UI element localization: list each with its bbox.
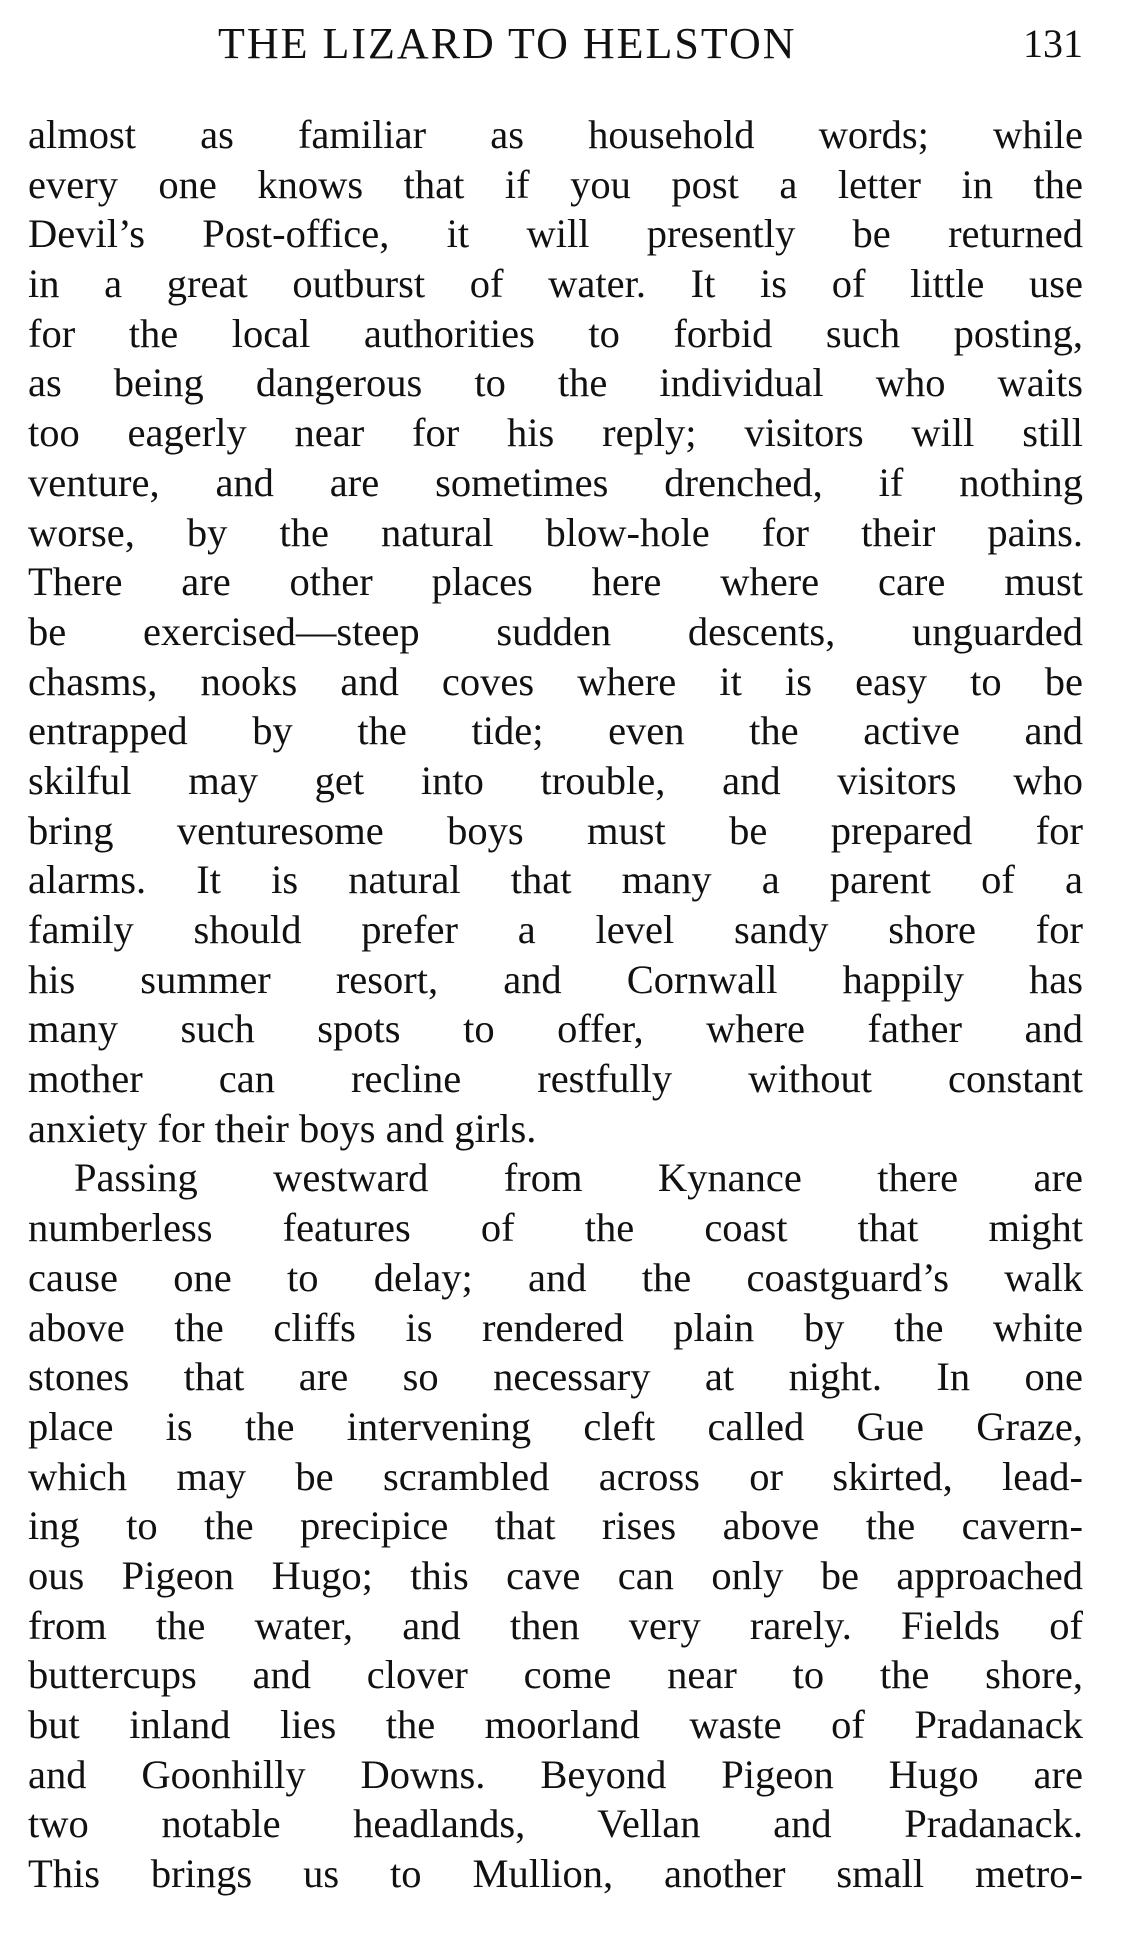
text-line: cause one to delay; and the coastguard’s walk bbox=[28, 1254, 1083, 1300]
text-line: entrapped by the tide; even the active and bbox=[28, 708, 1083, 754]
text-line: chasms, nooks and coves where it is easy to be bbox=[28, 658, 1083, 704]
text-line: skilful may get into trouble, and visitors who bbox=[28, 757, 1083, 803]
text-line: This brings us to Mullion, another small metro- bbox=[28, 1851, 1083, 1897]
paragraph bbox=[28, 1153, 1083, 1898]
text-line: venture, and are sometimes drenched, if nothing bbox=[28, 459, 1083, 505]
text-line: buttercups and clover come near to the shore, bbox=[28, 1652, 1083, 1698]
text-line: anxiety for their boys and girls. bbox=[28, 1105, 537, 1151]
text-line: and Goonhilly Downs. Beyond Pigeon Hugo are bbox=[28, 1751, 1083, 1797]
text-line: too eagerly near for his reply; visitors will still bbox=[28, 410, 1083, 456]
text-line: his summer resort, and Cornwall happily has bbox=[28, 956, 1083, 1002]
text-line: from the water, and then very rarely. Fields of bbox=[28, 1602, 1083, 1648]
text-line: every one knows that if you post a letter in the bbox=[28, 161, 1083, 207]
text-line: but inland lies the moorland waste of Pradanack bbox=[28, 1702, 1083, 1747]
text-line: in a great outburst of water. It is of little use bbox=[28, 261, 1083, 307]
text-line: mother can recline restfully without constant bbox=[28, 1056, 1083, 1102]
text-line: family should prefer a level sandy shore for bbox=[28, 907, 1083, 952]
text-line: be exercised—steep sudden descents, unguarded bbox=[28, 608, 1083, 654]
running-head bbox=[28, 14, 1083, 74]
text-line: stones that are so necessary at night. In one bbox=[28, 1354, 1083, 1400]
text-line: almost as familiar as household words; while bbox=[28, 112, 1083, 157]
page-number: 131 bbox=[1023, 21, 1083, 66]
text-line: two notable headlands, Vellan and Pradanack. bbox=[28, 1801, 1083, 1847]
text-line: as being dangerous to the individual who waits bbox=[28, 360, 1083, 406]
text-line: above the cliffs is rendered plain by the white bbox=[28, 1304, 1083, 1350]
text-line: There are other places here where care must bbox=[28, 559, 1083, 605]
paragraph bbox=[28, 110, 1083, 1153]
text-line: Passing westward from Kynance there are bbox=[74, 1155, 1083, 1201]
text-line: which may be scrambled across or skirted, lead- bbox=[28, 1453, 1083, 1499]
text-line: ing to the precipice that rises above the cavern- bbox=[28, 1503, 1083, 1549]
text-line: place is the intervening cleft called Gue Graze, bbox=[28, 1403, 1083, 1449]
text-line: numberless features of the coast that might bbox=[28, 1205, 1083, 1251]
text-line: bring venturesome boys must be prepared for bbox=[28, 807, 1083, 853]
text-line: many such spots to offer, where father and bbox=[28, 1006, 1083, 1052]
text-line: ous Pigeon Hugo; this cave can only be approached bbox=[28, 1552, 1083, 1598]
text-line: Devil’s Post-office, it will presently be returned bbox=[28, 211, 1083, 257]
body-text bbox=[28, 110, 1083, 1899]
text-line: for the local authorities to forbid such posting, bbox=[28, 310, 1083, 356]
text-line: alarms. It is natural that many a parent of a bbox=[28, 857, 1083, 903]
running-title: THE LIZARD TO HELSTON bbox=[218, 19, 797, 68]
text-line: worse, by the natural blow-hole for their pains. bbox=[28, 509, 1083, 555]
